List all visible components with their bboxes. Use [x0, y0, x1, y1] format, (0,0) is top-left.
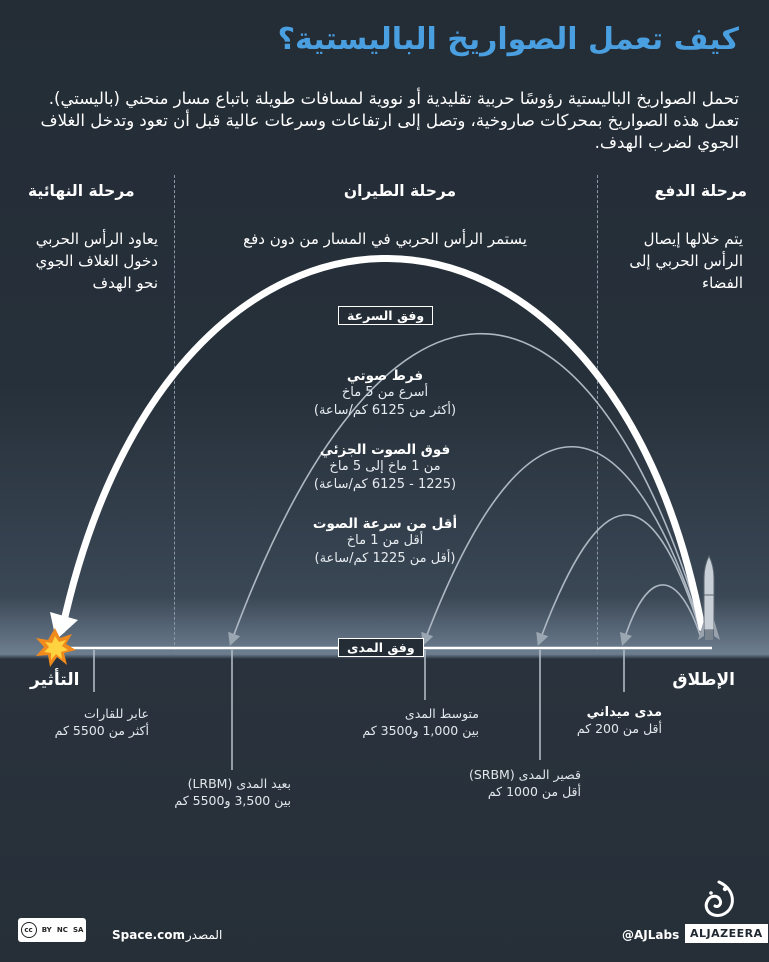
page-title: كيف تعمل الصواريخ الباليستية؟ — [277, 22, 739, 57]
flight-phase-title: مرحلة الطيران — [343, 182, 457, 200]
speed-hypersonic-title: فرط صوتي — [346, 368, 424, 384]
range-icbm-title: عابر للقارات — [84, 706, 149, 721]
boost-phase-desc: يتم خلالها إيصال الرأس الحربي إلى الفضاء — [629, 230, 743, 292]
speed-subsonic — [285, 516, 485, 568]
aljazeera-logo-icon — [694, 880, 744, 920]
range-icbm-text: أكثر من 5500 كم — [54, 723, 149, 738]
range-lrbm-text: بين 3,500 و5500 كم — [174, 793, 291, 808]
range-srbm-title: قصير المدى (SRBM) — [468, 767, 581, 782]
speed-hypersonic-line1: أسرع من 5 ماخ — [341, 385, 429, 400]
range-lrbm — [174, 775, 291, 809]
speed-subsonic-title: أقل من سرعة الصوت — [312, 516, 458, 532]
speed-supersonic-line1: من 1 ماخ إلى 5 ماخ — [329, 459, 441, 474]
range-battlefield-title: مدى ميداني — [586, 705, 662, 720]
range-battlefield-text: أقل من 200 كم — [576, 721, 662, 736]
boost-phase-title: مرحلة الدفع — [654, 182, 747, 200]
intro-paragraph: تحمل الصواريخ الباليستية رؤوسًا حربية تقليدية أو نووية لمسافات طويلة باتباع مسار منحني (باليستي). تعمل هذه الصواريخ بمحركات صاروخية، وتصل إلى ارتفاعات وسرعات عالية قبل أن تعود وتدخل الغلاف الجوي لضرب الهدف. — [40, 89, 739, 152]
range-mrbm-title: متوسط المدى — [404, 706, 479, 721]
range-mrbm — [362, 705, 479, 739]
cc-sa-icon: SA — [72, 926, 84, 934]
range-srbm-text: أقل من 1000 كم — [487, 784, 581, 799]
speed-supersonic-line2: (1225 - 6125 كم/ساعة) — [313, 477, 457, 492]
cc-by-icon: BY — [41, 926, 52, 934]
range-mrbm-text: بين 1,000 و3500 كم — [362, 723, 479, 738]
speed-supersonic-title: فوق الصوت الجزئي — [319, 442, 451, 458]
aljazeera-brand: ALJAZEERA — [685, 924, 768, 943]
range-lrbm-title: بعيد المدى (LRBM) — [187, 776, 291, 791]
cc-license-badge[interactable] — [18, 918, 86, 942]
speed-hypersonic-line2: (أكثر من 6125 كم/ساعة) — [313, 403, 457, 418]
launch-label: الإطلاق — [672, 670, 735, 690]
source-label: المصدر : — [178, 928, 223, 942]
terminal-phase-desc: يعاود الرأس الحربي دخول الغلاف الجوي نحو الهدف — [35, 230, 158, 292]
cc-nc-icon: NC — [56, 926, 68, 934]
source-name: Space.com — [112, 928, 186, 942]
speed-subsonic-line2: (أقل من 1225 كم/ساعة) — [314, 551, 456, 566]
speed-axis-label: وفق السرعة — [338, 306, 433, 325]
terminal-phase-title: مرحلة النهائية — [28, 182, 135, 200]
source-text — [112, 928, 185, 942]
speed-subsonic-line1: أقل من 1 ماخ — [346, 533, 424, 548]
ajlabs-handle[interactable]: @AJLabs — [622, 928, 680, 942]
flight-phase-desc: يستمر الرأس الحربي في المسار من دون دفع — [243, 230, 527, 248]
impact-explosion-icon — [36, 628, 76, 667]
range-axis-label: وفق المدى — [338, 638, 424, 657]
range-icbm — [55, 705, 149, 739]
speed-supersonic — [285, 442, 485, 494]
range-srbm — [469, 766, 581, 800]
speed-hypersonic — [285, 368, 485, 420]
range-battlefield — [577, 705, 662, 737]
impact-label: التأثير — [30, 670, 80, 690]
cc-icon: cc — [21, 922, 37, 938]
